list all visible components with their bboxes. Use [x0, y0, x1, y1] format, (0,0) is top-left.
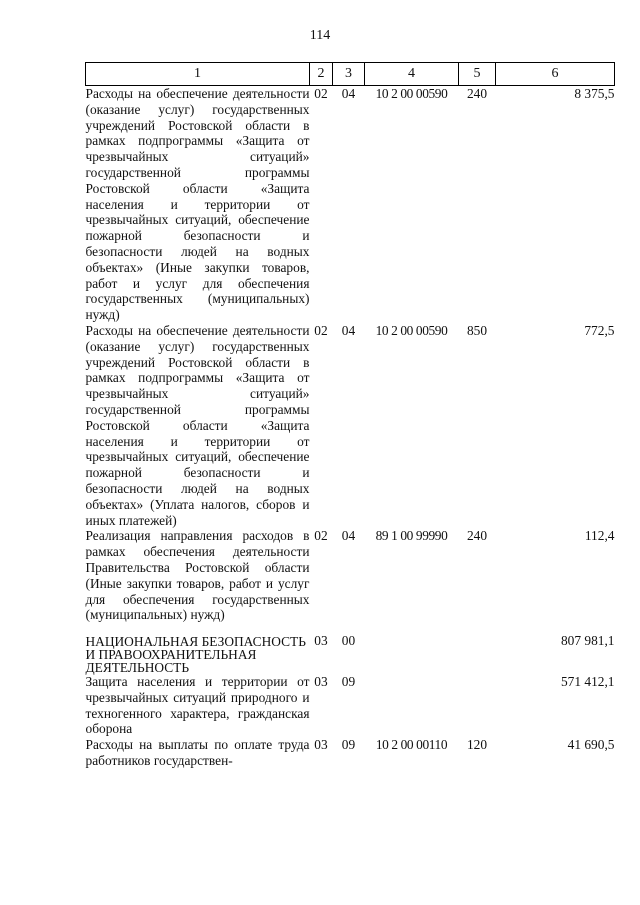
row-description: Расходы на обеспечение деятельности (оказание услуг) государственных учреждений Ростовской области в рамках подпрограммы «Защита от чрезвычайных ситуаций» государственной программы Ростовской области «Защита населения и территории от чрезвычайных ситуаций, обеспечение пожарной безопасности и безопасности людей на водных объектах» (Иные закупки товаров, работ и услуг для обеспечения государственных (муниципальных) нужд)	[85, 86, 310, 323]
row-amount: 112,4	[584, 528, 615, 544]
table-row	[86, 674, 615, 737]
row-amount: 772,5	[584, 322, 615, 338]
row-target-article	[365, 674, 459, 737]
row-description: НАЦИОНАЛЬНАЯ БЕЗОПАСНОСТЬ И ПРАВООХРАНИТЕЛЬНАЯ ДЕЯТЕЛЬНОСТЬ	[85, 634, 306, 676]
table-row	[86, 323, 615, 528]
row-subsection: 04	[341, 528, 356, 544]
column-header: 2	[310, 63, 333, 86]
row-subsection: 04	[341, 322, 356, 338]
row-section: 02	[314, 86, 328, 101]
column-header: 5	[459, 63, 496, 86]
table-row	[86, 528, 615, 623]
row-expense-type: 240	[466, 86, 488, 101]
row-section: 02	[314, 322, 328, 338]
column-header: 1	[86, 63, 310, 86]
table-header-row	[86, 63, 615, 86]
row-subsection: 04	[341, 86, 356, 101]
row-amount: 571 412,1	[560, 674, 615, 690]
row-subsection: 09	[341, 737, 356, 753]
row-description: Реализация направления расходов в рамках обеспечения деятельности Правительства Ростовской области (Иные закупки товаров, работ и услуг для обеспечения государственных (муниципальных) нужд)	[85, 528, 310, 623]
row-amount: 807 981,1	[560, 633, 615, 649]
row-expense-type: 850	[466, 322, 488, 338]
row-description: Расходы на обеспечение деятельности (оказание услуг) государственных учреждений Ростовской области в рамках подпрограммы «Защита от чрезвычайных ситуаций» государственной программы Ростовской области «Защита населения и территории от чрезвычайных ситуаций, обеспечение пожарной безопасности и безопасности людей на водных объектах» (Уплата налогов, сборов и иных платежей)	[85, 322, 310, 528]
column-header: 3	[333, 63, 365, 86]
table-row	[86, 737, 615, 769]
row-expense-type: 120	[466, 737, 488, 753]
column-header: 6	[496, 63, 615, 86]
row-expense-type	[459, 623, 496, 674]
row-section: 03	[314, 737, 328, 753]
row-section: 02	[314, 528, 328, 544]
row-subsection: 09	[341, 674, 356, 690]
row-description: Расходы на выплаты по оплате труда работников государствен-	[85, 737, 310, 769]
row-amount: 8 375,5	[574, 86, 615, 101]
row-amount: 41 690,5	[567, 737, 615, 753]
table-row-section-heading	[86, 623, 615, 674]
column-header: 4	[365, 63, 459, 86]
row-section: 03	[314, 674, 328, 690]
budget-table	[85, 62, 615, 769]
row-target-article	[365, 623, 459, 674]
table-row	[86, 86, 615, 323]
row-section: 03	[314, 633, 328, 649]
row-expense-type: 240	[466, 528, 488, 544]
row-expense-type	[459, 674, 496, 737]
row-target-article: 89 1 00 99990	[375, 528, 448, 544]
row-target-article: 10 2 00 00590	[375, 86, 448, 101]
row-description: Защита населения и территории от чрезвычайных ситуаций природного и техногенного характера, гражданская оборона	[85, 674, 310, 737]
row-subsection: 00	[341, 633, 356, 649]
row-target-article: 10 2 00 00110	[375, 737, 448, 753]
row-target-article: 10 2 00 00590	[375, 322, 448, 338]
page-number: 114	[309, 28, 331, 43]
